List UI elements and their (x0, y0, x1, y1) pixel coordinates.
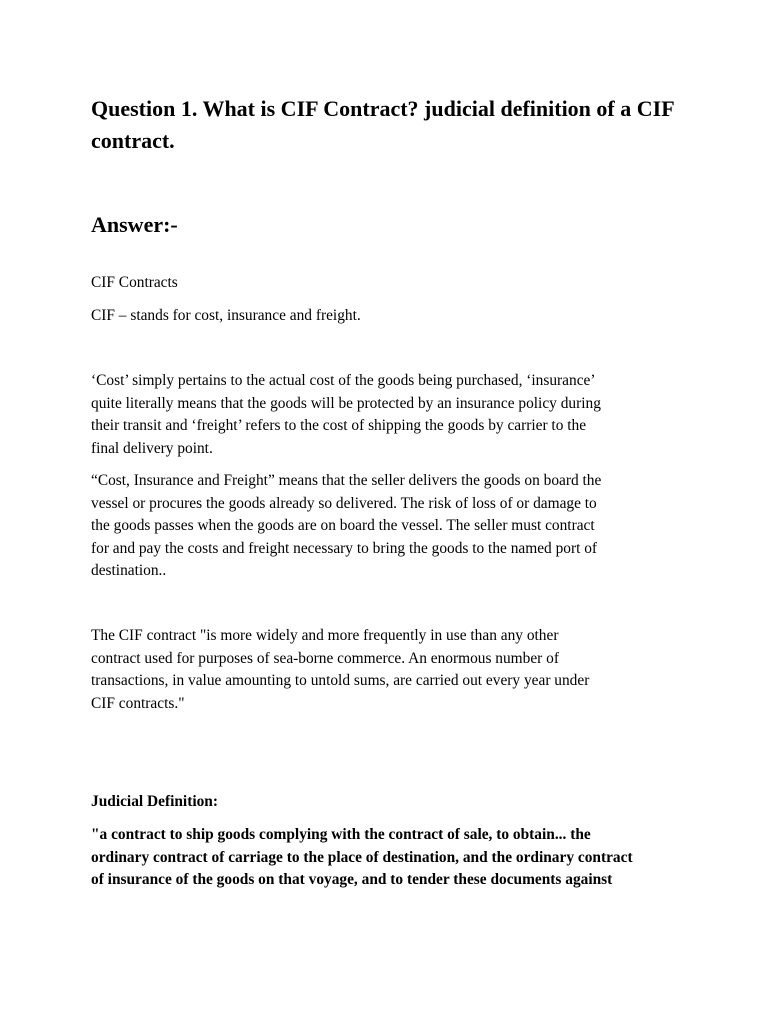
judicial-definition-heading: Judicial Definition: (91, 793, 218, 810)
question-heading: Question 1. What is CIF Contract? judicial definition of a CIF contract. (91, 96, 674, 153)
cost-paragraph: ‘Cost’ simply pertains to the actual cost of the goods being purchased, ‘insurance’ quite literally means that the goods will be protected by an insurance policy during their transit and ‘freight’ refers to the cost of shipping the goods by carrier to the final delivery point. (91, 372, 601, 457)
cif-usage-paragraph: The CIF contract "is more widely and more frequently in use than any other contract used for purposes of sea-borne commerce. An enormous number of transactions, in value amounting to untold sums, are carried out every year under CIF contracts." (91, 627, 590, 712)
cif-definition: CIF – stands for cost, insurance and freight. (91, 307, 361, 324)
cif-meaning-paragraph: “Cost, Insurance and Freight” means that the seller delivers the goods on board the vessel or procures the goods already so delivered. The risk of loss of or damage to the goods passes when the goods are on board the vessel. The seller must contract for and pay the costs and freight necessary to bring the goods to the named port of destination.. (91, 472, 602, 579)
answer-heading: Answer:- (91, 212, 178, 237)
judicial-definition-text: "a contract to ship goods complying with the contract of sale, to obtain... the ordinary contract of carriage to the place of destination, and the ordinary contract of insurance of the goods on that voyage, and to tender these documents against (91, 826, 633, 888)
section-title: CIF Contracts (91, 274, 178, 291)
